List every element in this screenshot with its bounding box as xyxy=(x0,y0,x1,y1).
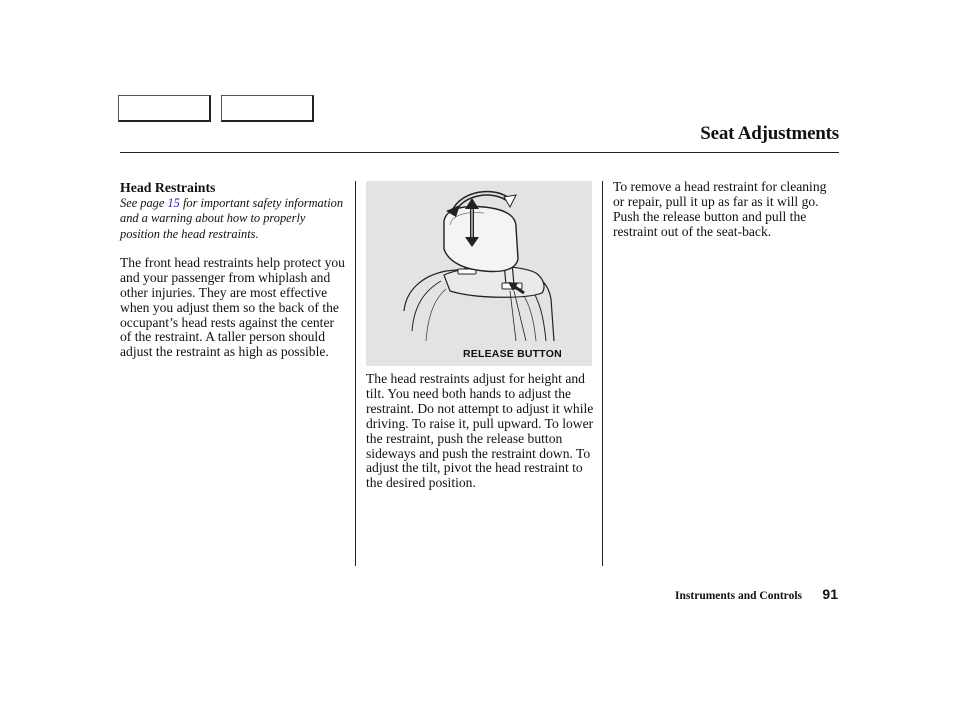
section-heading: Head Restraints xyxy=(120,180,216,195)
note-suffix: for important safety information and a warning about how to properly position the head restraints. xyxy=(120,196,344,241)
column-divider xyxy=(602,181,603,566)
page-link[interactable]: 15 xyxy=(167,196,180,210)
paragraph-remove: To remove a head restraint for cleaning or repair, pull it up as far as it will go. Push the release button and pull the restraint out of the seat-back. xyxy=(613,179,827,239)
paragraph-intro: The front head restraints help protect you and your passenger from whiplash and other injuries. They are most effective when you adjust them so the back of the occupant’s head rests against the center of the restraint. A taller person should adjust the restraint as high as possible. xyxy=(120,254,345,360)
head-restraint-drawing xyxy=(366,181,592,366)
nav-button-previous[interactable] xyxy=(118,95,211,122)
head-restraint-illustration xyxy=(366,181,592,366)
page-title: Seat Adjustments xyxy=(700,123,839,144)
column-3 xyxy=(613,180,838,240)
figure-label: RELEASE BUTTON xyxy=(463,348,562,360)
footer-section-name: Instruments and Controls xyxy=(675,590,802,602)
page-number: 91 xyxy=(822,586,838,602)
paragraph-adjust: The head restraints adjust for height and tilt. You need both hands to adjust the restraint. Do not attempt to adjust it while driving. To raise it, pull upward. To lower the restraint, push the release button sideways and push the restraint down. To adjust the tilt, pivot the head restraint to the desired position. xyxy=(366,371,594,491)
column-divider xyxy=(355,181,356,566)
title-divider xyxy=(120,152,839,153)
note-prefix: See page xyxy=(120,196,168,210)
safety-note xyxy=(120,196,348,242)
column-1 xyxy=(120,180,348,360)
column-2 xyxy=(366,372,594,491)
nav-button-next[interactable] xyxy=(221,95,314,122)
